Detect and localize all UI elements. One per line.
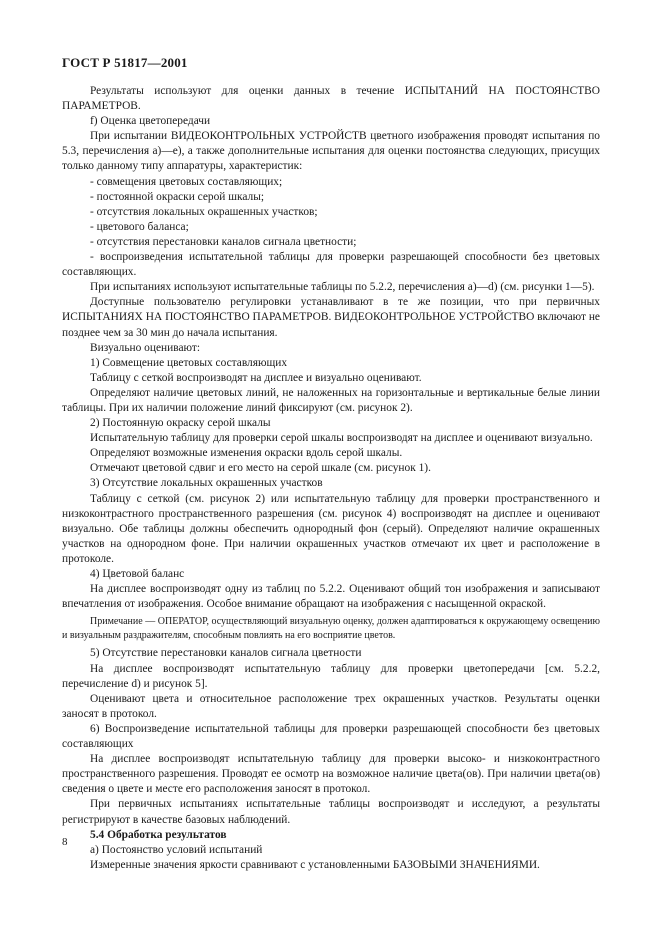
paragraph: Результаты используют для оценки данных в течение ИСПЫТАНИЙ НА ПОСТОЯНСТВО ПАРАМЕТРОВ. [62, 85, 600, 113]
page-number: 8 [62, 836, 68, 848]
paragraph: Отмечают цветовой сдвиг и его место на серой шкале (см. рисунок 1). [90, 462, 431, 475]
paragraph: f) Оценка цветопередачи [90, 115, 211, 128]
page-header: ГОСТ Р 51817—2001 [62, 55, 188, 70]
note-paragraph: Примечание — ОПЕРАТОР, осуществляющий визуальную оценку, должен адаптироваться к окружающему освещению и визуальным раздражителям, способным повлиять на его восприятие цветов. [62, 616, 600, 641]
paragraph: - воспроизведения испытательной таблицы для проверки разрешающей способности без цветовых составляющих. [62, 251, 600, 279]
paragraph: 5.4 Обработка результатов [90, 828, 227, 841]
paragraph: - отсутствия локальных окрашенных участков; [90, 205, 318, 218]
paragraph: 5) Отсутствие перестановки каналов сигнала цветности [90, 647, 362, 660]
paragraph: 2) Постоянную окраску серой шкалы [90, 417, 271, 430]
paragraph: При испытании ВИДЕОКОНТРОЛЬНЫХ УСТРОЙСТВ цветного изображения проводят испытания по 5.3, перечисления а)—е), а также дополнительные испытания для оценки постоянства следующих, присущих только данному типу аппаратуры, характеристик: [62, 130, 600, 173]
paragraph: На дисплее воспроизводят испытательную таблицу для проверки цветопередачи [см. 5.2.2, перечисление d) и рисунок 5]. [62, 662, 600, 690]
paragraph: При первичных испытаниях испытательные таблицы воспроизводят и исследуют, а результаты регистрируют в качестве базовых наблюдений. [62, 798, 600, 826]
paragraph: 4) Цветовой баланс [90, 568, 185, 580]
paragraph: 3) Отсутствие локальных окрашенных участков [90, 477, 323, 490]
paragraph: Доступные пользователю регулировки устанавливают в те же позиции, что при первичных ИСПЫТАНИЯХ НА ПОСТОЯНСТВО ПАРАМЕТРОВ. ВИДЕОКОНТРОЛЬНОЕ УСТРОЙСТВО включают не позднее чем за 30 мин до начала испытания. [62, 296, 600, 339]
paragraph: Определяют наличие цветовых линий, не наложенных на горизонтальные и вертикальные белые линии таблицы. При их наличии положение линий фиксируют (см. рисунок 2). [62, 386, 600, 414]
paragraph: Измеренные значения яркости сравнивают с установленными БАЗОВЫМИ ЗНАЧЕНИЯМИ. [90, 858, 540, 871]
paragraph: На дисплее воспроизводят одну из таблиц по 5.2.2. Оценивают общий тон изображения и записывают впечатления от изображения. Особое внимание обращают на изображения с насыщенной окраской. [62, 583, 600, 611]
paragraph: Таблицу с сеткой воспроизводят на дисплее и визуально оценивают. [90, 371, 422, 384]
paragraph: а) Постоянство условий испытаний [90, 843, 263, 856]
paragraph: 6) Воспроизведение испытательной таблицы для проверки разрешающей способности без цветовых составляющих [62, 722, 600, 751]
paragraph: - совмещения цветовых составляющих; [90, 175, 283, 188]
paragraph: Оценивают цвета и относительное расположение трех окрашенных участков. Результаты оценки заносят в протокол. [62, 692, 600, 720]
paragraph: Определяют возможные изменения окраски вдоль серой шкалы. [90, 447, 403, 460]
paragraph: - цветового баланса; [90, 220, 189, 233]
paragraph: Испытательную таблицу для проверки серой шкалы воспроизводят на дисплее и оценивают визуально. [90, 432, 593, 445]
paragraph: Визуально оценивают: [90, 341, 200, 354]
paragraph: 1) Совмещение цветовых составляющих [90, 356, 288, 369]
paragraph: - отсутствия перестановки каналов сигнала цветности; [90, 235, 357, 248]
paragraph: На дисплее воспроизводят испытательную таблицу для проверки высоко- и низкоконтрастного пространственного разрешения. Проводят ее осмотр на возможное наличие цвета(ов). При наличии цвета(ов) сведения о цвете и месте его расположения заносят в протокол. [62, 753, 600, 796]
paragraph: - постоянной окраски серой шкалы; [90, 190, 265, 203]
paragraph: Таблицу с сеткой (см. рисунок 2) или испытательную таблицу для проверки пространственного и низкоконтрастного пространственного разрешения (см. рисунок 4) воспроизводят на дисплее и оценивают визуально. Обе таблицы должны обеспечить однородный фон (серый). Определяют наличие окрашенных участков на однородном фоне. При наличии окрашенных участков отмечают их цвет и расположение в протоколе. [62, 492, 600, 565]
document-body [62, 84, 600, 873]
paragraph: При испытаниях используют испытательные таблицы по 5.2.2, перечисления а)—d) (см. рисунки 1—5). [90, 281, 595, 294]
